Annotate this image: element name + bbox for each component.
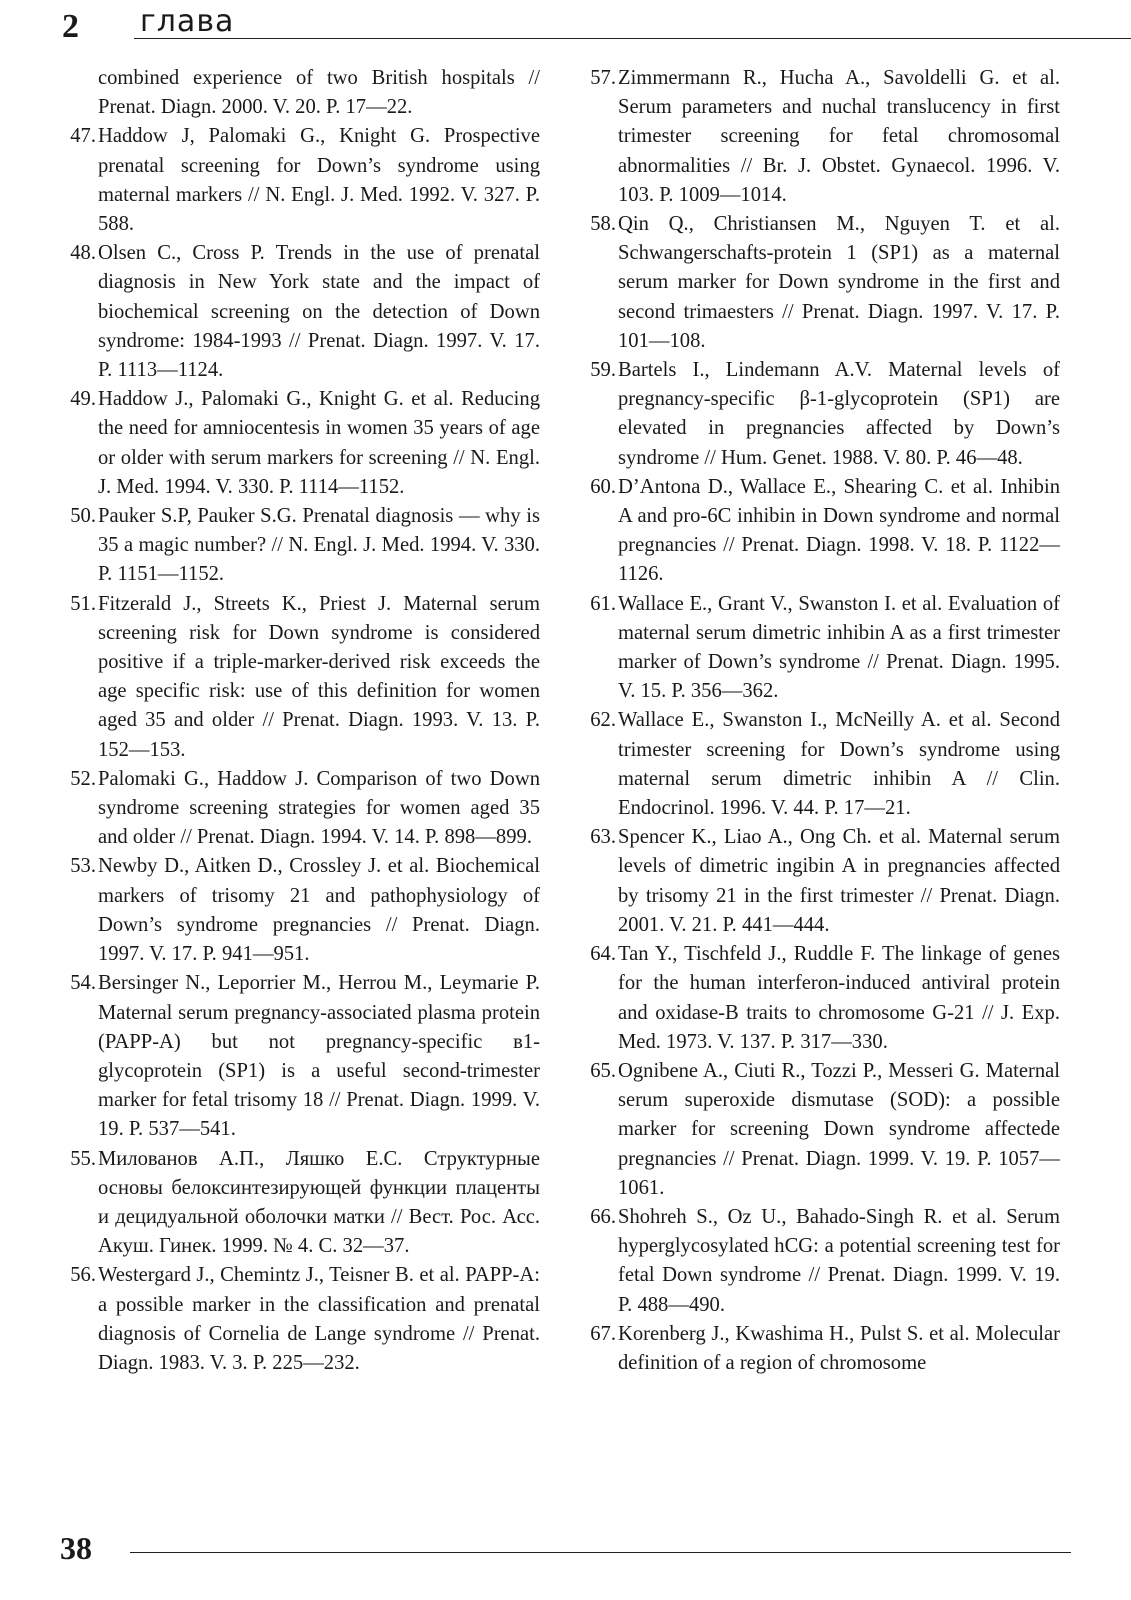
reference-text: Haddow J., Palomaki G., Knight G. et al. Reducing the need for amniocentesis in women 35 years of age or older with serum markers for screening // N. Engl. J. Med. 1994. V. 330. P. 1114—1152. — [98, 388, 540, 498]
reference-text: Ognibene A., Ciuti R., Tozzi P., Messeri G. Maternal serum superoxide dismutase (SOD): a possible marker for screening Down syndrome affectede pregnancies // Prenat. Diagn. 1999. V. 19. P. 1057—1061. — [618, 1059, 1060, 1199]
reference-text: Wallace E., Grant V., Swanston I. et al. Evaluation of maternal serum dimetric inhibin A as a first trimester marker of Down’s syndrome // Prenat. Diagn. 1995. V. 15. P. 356—362. — [618, 592, 1060, 703]
chapter-label: глава — [140, 4, 235, 39]
reference-number: 65. — [590, 1059, 616, 1082]
reference-text: Fitzerald J., Streets K., Priest J. Maternal serum screening risk for Down syndrome is considered positive if a triple-marker-derived risk exceeds the age specific risk: use of this definition for women aged 35 and older // Prenat. Diagn. 1993. V. 13. P. 152—153. — [98, 592, 540, 761]
reference-number: 57. — [590, 67, 616, 89]
reference-item — [62, 64, 540, 122]
reference-text: Haddow J, Palomaki G., Knight G. Prospective prenatal screening for Down’s syndrome using maternal markers // N. Engl. J. Med. 1992. V. 327. P. 588. — [98, 125, 540, 236]
reference-text: Bartels I., Lindemann A.V. Maternal levels of pregnancy-specific β-1-glycoprotein (SP1) are elevated in pregnancies affected by Down’s syndrome // Hum. Genet. 1988. V. 80. P. 46—48. — [618, 359, 1060, 469]
reference-number: 47. — [70, 125, 96, 148]
reference-item — [582, 64, 1060, 210]
reference-item — [582, 590, 1060, 707]
reference-item — [62, 502, 540, 590]
reference-item — [582, 1057, 1060, 1203]
reference-text: Zimmermann R., Hucha A., Savoldelli G. et al. Serum parameters and nuchal translucency in first trimester screening for fetal chromosomal abnormalities // Br. J. Obstet. Gynaecol. 1996. V. 103. P. 1009—1014. — [618, 67, 1060, 206]
reference-item — [582, 1203, 1060, 1320]
reference-text: Shohreh S., Oz U., Bahado-Singh R. et al. Serum hyperglycosylated hCG: a potential screening test for fetal Down syndrome // Prenat. Diagn. 1999. V. 19. P. 488—490. — [618, 1205, 1060, 1316]
reference-item — [582, 210, 1060, 356]
reference-item — [62, 1261, 540, 1378]
running-head — [60, 6, 1070, 46]
reference-item — [582, 706, 1060, 823]
reference-number: 55. — [70, 1147, 96, 1170]
reference-number: 63. — [590, 826, 616, 849]
reference-text: Palomaki G., Haddow J. Comparison of two Down syndrome screening strategies for women aged 35 and older // Prenat. Diagn. 1994. V. 14. P. 898—899. — [98, 767, 540, 849]
reference-number: 67. — [590, 1322, 616, 1345]
reference-item — [582, 1320, 1060, 1378]
reference-item — [62, 765, 540, 853]
reference-number: 50. — [70, 505, 96, 528]
reference-item — [582, 356, 1060, 473]
page-number: 38 — [60, 1530, 92, 1566]
reference-text: Korenberg J., Kwashima H., Pulst S. et al. Molecular definition of a region of chromosome — [618, 1322, 1060, 1374]
reference-text: Wallace E., Swanston I., McNeilly A. et al. Second trimester screening for Down’s syndrome using maternal serum dimetric inhibin A // Clin. Endocrinol. 1996. V. 44. P. 17—21. — [618, 709, 1060, 820]
reference-item — [62, 385, 540, 502]
reference-number: 60. — [590, 475, 616, 498]
reference-number: 58. — [590, 213, 616, 236]
reference-text: Westergard J., Chemintz J., Teisner B. et al. PAPP-A: a possible marker in the classification and prenatal diagnosis of Cornelia de Lange syndrome // Prenat. Diagn. 1983. V. 3. P. 225—232. — [98, 1264, 540, 1374]
header-rule — [134, 38, 1131, 39]
reference-number: 49. — [70, 388, 96, 411]
reference-item — [582, 473, 1060, 590]
reference-number: 66. — [590, 1205, 616, 1228]
reference-number: 64. — [590, 943, 616, 966]
reference-number: 59. — [590, 359, 616, 382]
reference-text: Spencer K., Liao A., Ong Ch. et al. Maternal serum levels of dimetric ingibin A in pregnancies affected by trisomy 21 in the first trimester // Prenat. Diagn. 2001. V. 21. P. 441—444. — [618, 826, 1060, 936]
reference-text: combined experience of two British hospitals // Prenat. Diagn. 2000. V. 20. P. 17—22. — [98, 67, 540, 119]
reference-item — [62, 852, 540, 969]
reference-column-left — [62, 64, 540, 1378]
reference-text: Bersinger N., Leporrier M., Herrou M., Leymarie P. Maternal serum pregnancy-associated plasma protein (PAPP-A) but not pregnancy-specific в1-glycoprotein (SP1) is a useful second-trimester marker for fetal trisomy 18 // Prenat. Diagn. 1999. V. 19. P. 537—541. — [98, 972, 540, 1141]
reference-item — [582, 823, 1060, 940]
chapter-number: 2 — [62, 8, 79, 45]
reference-number: 51. — [70, 592, 96, 615]
reference-text: Newby D., Aitken D., Crossley J. et al. Biochemical markers of trisomy 21 and pathophysiology of Down’s syndrome pregnancies // Prenat. Diagn. 1997. V. 17. P. 941—951. — [98, 855, 540, 966]
reference-item — [582, 940, 1060, 1057]
footer-rule — [130, 1552, 1071, 1553]
reference-item — [62, 122, 540, 239]
reference-item — [62, 239, 540, 385]
reference-number: 52. — [70, 767, 96, 790]
reference-text: Милованов А.П., Ляшко Е.С. Структурные основы белоксинтезирующей функции плаценты и децидуальной оболочки матки // Вест. Рос. Асс. Акуш. Гинек. 1999. № 4. С. 32—37. — [98, 1147, 540, 1258]
reference-item — [62, 969, 540, 1144]
reference-number: 56. — [70, 1264, 96, 1287]
reference-text: D’Antona D., Wallace E., Shearing C. et al. Inhibin A and pro-6C inhibin in Down syndrome and normal pregnancies // Prenat. Diagn. 1998. V. 18. P. 1122—1126. — [618, 475, 1060, 586]
reference-number: 48. — [70, 242, 96, 265]
reference-item — [62, 590, 540, 765]
reference-column-right — [582, 64, 1060, 1378]
reference-number: 61. — [590, 592, 616, 615]
reference-text: Olsen C., Cross P. Trends in the use of prenatal diagnosis in New York state and the impact of biochemical screening on the detection of Down syndrome: 1984-1993 // Prenat. Diagn. 1997. V. 17. P. 1113—1124. — [98, 242, 540, 382]
reference-text: Qin Q., Christiansen M., Nguyen T. et al. Schwangerschafts-protein 1 (SP1) as a maternal serum marker for Down syndrome in the first and second trimaesters // Prenat. Diagn. 1997. V. 17. P. 101—108. — [618, 213, 1060, 352]
reference-text: Pauker S.P, Pauker S.G. Prenatal diagnosis — why is 35 a magic number? // N. Engl. J. Med. 1994. V. 330. P. 1151—1152. — [98, 505, 540, 586]
reference-number: 54. — [70, 972, 96, 995]
reference-number: 62. — [590, 709, 616, 732]
reference-text: Tan Y., Tischfeld J., Ruddle F. The linkage of genes for the human interferon-induced antiviral protein and oxidase-B traits to chromosome G-21 // J. Exp. Med. 1973. V. 137. P. 317—330. — [618, 943, 1060, 1053]
reference-number: 53. — [70, 855, 96, 878]
reference-item — [62, 1145, 540, 1262]
